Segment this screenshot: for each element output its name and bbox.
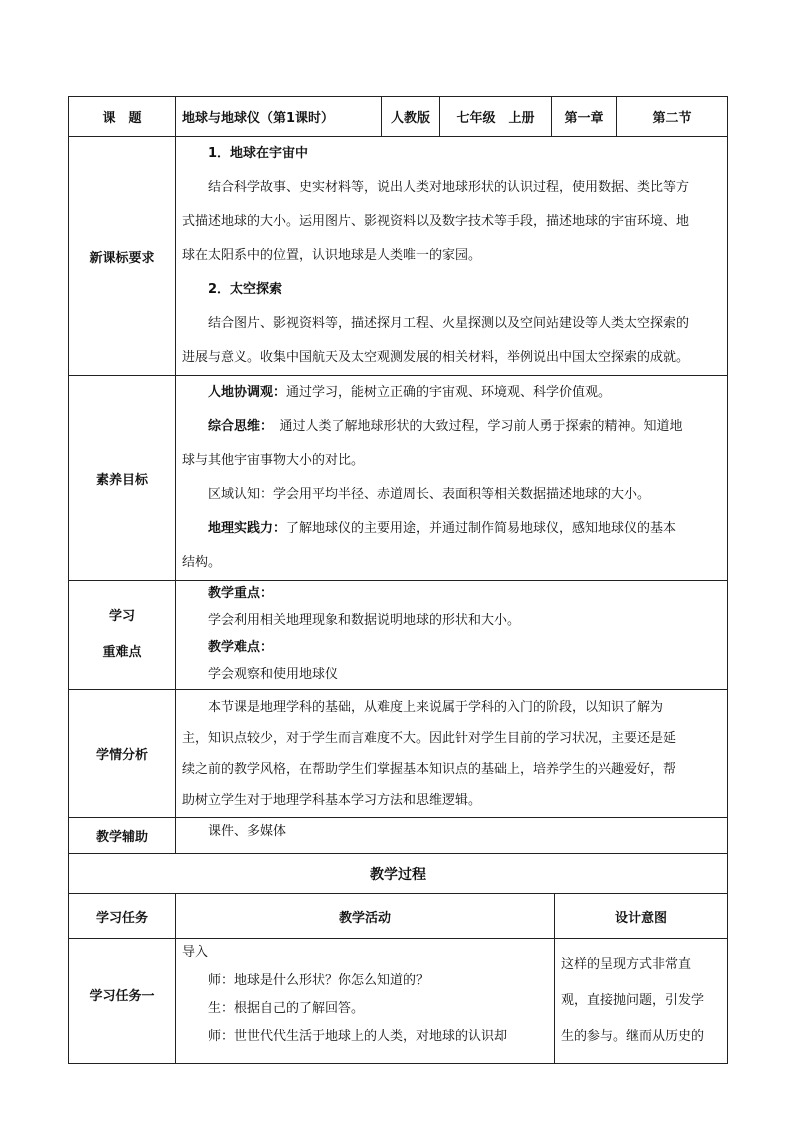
- process-header-row: [69, 894, 728, 939]
- curriculum-label: 新课标要求: [69, 137, 176, 376]
- literacy-row: [69, 376, 728, 581]
- task1-label: 学习任务一: [69, 939, 176, 1064]
- curriculum-row: [69, 137, 728, 376]
- edition: 人教版: [382, 97, 440, 137]
- curriculum-text-1c: 球在太阳系中的位置，认识地球是人类唯一的家园。: [182, 248, 482, 263]
- curriculum-text-1a: 结合科学故事、史实材料等，说出人类对地球形状的认识过程，使用数据、类比等方: [208, 180, 690, 195]
- keypoints-row: [69, 581, 728, 690]
- task1-activity: [176, 939, 555, 1064]
- col-activity-header: 教学活动: [176, 894, 555, 939]
- task1-intent: [555, 939, 728, 1064]
- aids-text: 课件、多媒体: [208, 824, 287, 839]
- literacy-text-1: 通过学习，能树立正确的宇宙观、环境观、科学价值观。: [286, 385, 612, 400]
- literacy-key-3: 区域认知：: [208, 487, 274, 502]
- literacy-item-2: [182, 410, 721, 444]
- intent-line-2: 观，直接抛问题，引发学: [561, 993, 705, 1008]
- aids-row: [69, 818, 728, 854]
- analysis-line-3: 续之前的教学风格，在帮助学生们掌握基本知识点的基础上，培养学生的兴趣爱好，帮: [182, 761, 677, 777]
- literacy-key-2: 综合思维：: [208, 419, 267, 434]
- task-row: [69, 939, 728, 1064]
- curriculum-text-2b: 进展与意义。收集中国航天及太空观测发展的相关材料，举例说出中国太空探索的成就。: [182, 350, 690, 365]
- literacy-key-1: 人地协调观：: [208, 385, 287, 400]
- analysis-content: [176, 690, 728, 818]
- keypoints-heading-1: 教学重点：: [208, 586, 274, 601]
- lesson-plan-sheet: [68, 96, 727, 1064]
- analysis-line-1: 本节课是地理学科的基础，从难度上来说属于学科的入门的阶段，以知识了解为: [208, 699, 664, 715]
- curriculum-heading-1: 1．地球在宇宙中: [208, 146, 309, 161]
- lesson-title: 地球与地球仪（第1课时）: [176, 97, 382, 137]
- analysis-row: [69, 690, 728, 818]
- analysis-line-4: 助树立学生对于地理学科基本学习方法和思维逻辑。: [182, 792, 482, 808]
- topic-label: 课 题: [69, 97, 176, 137]
- analysis-label: 学情分析: [69, 690, 176, 818]
- keypoints-text-2: 学会观察和使用地球仪: [208, 667, 339, 682]
- curriculum-content: [176, 137, 728, 376]
- literacy-item-4: [182, 512, 721, 546]
- activity-line-3: 师：世世代代生活于地球上的人类，对地球的认识却: [208, 1029, 508, 1044]
- literacy-label: 素养目标: [69, 376, 176, 581]
- col-intent-header: 设计意图: [555, 894, 728, 939]
- literacy-content: [176, 376, 728, 581]
- curriculum-text-2a: 结合图片、影视资料等，描述探月工程、火星探测以及空间站建设等人类太空探索的: [208, 316, 690, 331]
- curriculum-text-1b: 式描述地球的大小。运用图片、影视资料以及数字技术等手段，描述地球的宇宙环境、地: [182, 214, 690, 229]
- activity-line-1: 师：地球是什么形状？你怎么知道的？: [208, 973, 430, 988]
- analysis-line-2: 主，知识点较少，对于学生而言难度不大。因此针对学生目前的学习状况，主要还是延: [182, 730, 677, 746]
- activity-line-0: 导入: [182, 945, 209, 960]
- intent-line-1: 这样的呈现方式非常直: [561, 957, 692, 972]
- section: 第二节: [617, 97, 728, 137]
- aids-label: 教学辅助: [69, 818, 176, 854]
- literacy-text-3: 学会用平均半径、赤道周长、表面积等相关数据描述地球的大小。: [273, 487, 651, 502]
- literacy-item-3: [182, 478, 721, 512]
- process-title: 教学过程: [69, 854, 728, 894]
- chapter: 第一章: [552, 97, 617, 137]
- intent-line-3: 生的参与。继而从历史的: [561, 1029, 705, 1044]
- keypoints-label: [69, 581, 176, 690]
- literacy-text-4a: 了解地球仪的主要用途，并通过制作简易地球仪，感知地球仪的基本: [286, 521, 677, 536]
- info-table: [68, 96, 728, 854]
- keypoints-label-2: 重难点: [102, 645, 142, 660]
- curriculum-heading-2: 2．太空探索: [208, 282, 283, 297]
- aids-content: [176, 818, 728, 854]
- literacy-text-4b: 结构。: [182, 555, 222, 570]
- keypoints-text-1: 学会利用相关地理现象和数据说明地球的形状和大小。: [208, 613, 521, 628]
- literacy-key-4: 地理实践力：: [208, 521, 287, 536]
- activity-line-2: 生：根据自己的了解回答。: [208, 1001, 365, 1016]
- keypoints-heading-2: 教学难点：: [208, 640, 274, 655]
- literacy-item-1: [182, 376, 721, 410]
- process-title-row: [69, 854, 728, 894]
- literacy-text-2a: 通过人类了解地球形状的大致过程，学习前人勇于探索的精神。知道地: [266, 419, 683, 434]
- header-row: [69, 97, 728, 137]
- process-table: [68, 853, 728, 1064]
- col-task-header: 学习任务: [69, 894, 176, 939]
- literacy-text-2b: 球与其他宇宙事物大小的对比。: [182, 453, 365, 468]
- grade: 七年级 上册: [440, 97, 552, 137]
- keypoints-content: [176, 581, 728, 690]
- keypoints-label-1: 学习: [108, 609, 135, 624]
